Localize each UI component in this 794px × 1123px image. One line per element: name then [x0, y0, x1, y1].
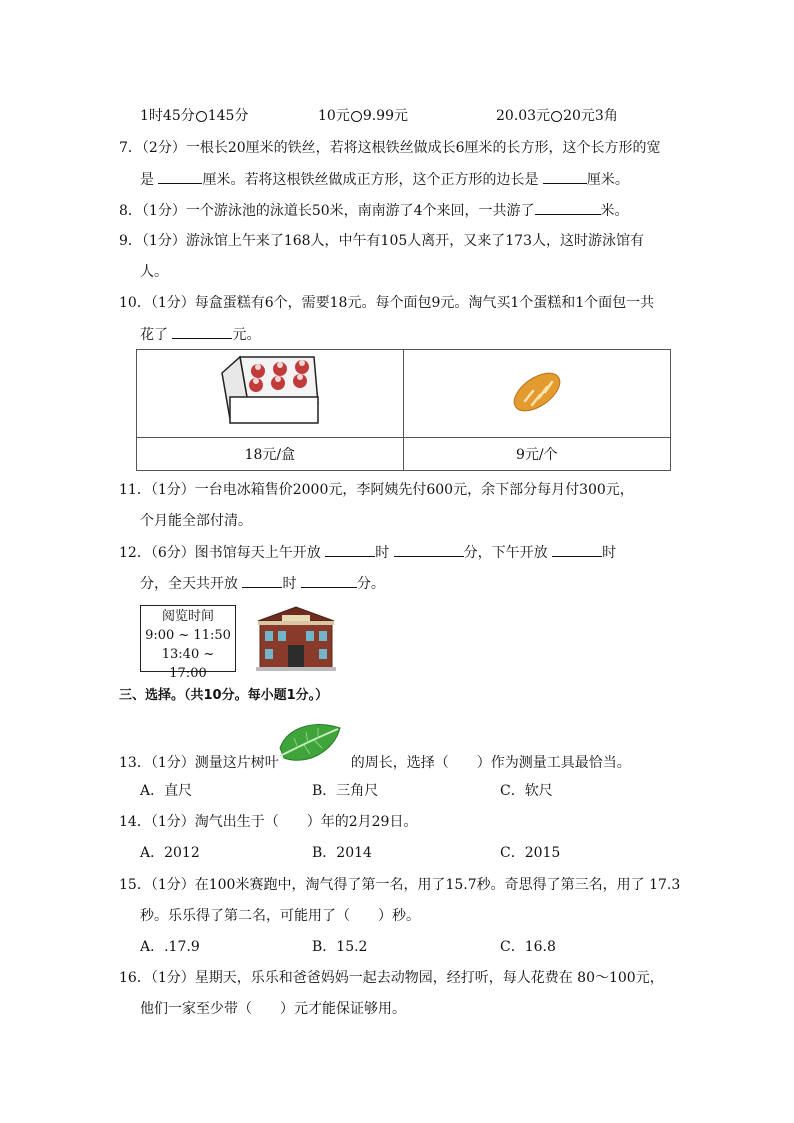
q12-blank-total-hour[interactable] [242, 573, 282, 588]
compare-item-2: 10元 9.99元 [318, 108, 408, 124]
bread-price: 9元/个 [403, 438, 670, 471]
reading-time-box [140, 605, 236, 681]
q13-option-c[interactable]: C．软尺 [500, 783, 553, 799]
q12-blank-open-minute[interactable] [394, 542, 464, 557]
q11-line1: 11．（1分）一台电冰箱售价2000元，李阿姨先付600元，余下部分每月付300元， [119, 482, 634, 498]
q12-blank-total-minute[interactable] [301, 573, 357, 588]
q16-line1: 16．（1分）星期天，乐乐和爸爸妈妈一起去动物园，经打听，每人花费在 80～100元， [119, 970, 664, 986]
q15-option-a[interactable]: A．.17.9 [140, 939, 200, 955]
q12-blank-pm-hour[interactable] [552, 542, 602, 557]
q15-line1: 15．（1分）在100米赛跑中，淘气得了第一名，用了15.7秒。奇思得了第三名，用了 17.3 [119, 877, 681, 893]
cake-price: 18元/盒 [137, 438, 404, 471]
q7-blank-width[interactable] [158, 169, 202, 184]
q16-line2: 他们一家至少带（ ）元才能保证够用。 [140, 1001, 406, 1017]
q14-line: 14．（1分）淘气出生于（ ）年的2月29日。 [119, 814, 418, 830]
q7-line1: 7．（2分）一根长20厘米的铁丝，若将这根铁丝做成长6厘米的长方形，这个长方形的宽 [119, 140, 661, 156]
q7-line2: 是 厘米。若将这根铁丝做成正方形，这个正方形的边长是 厘米。 [140, 169, 629, 190]
q12-blank-open-hour[interactable] [325, 542, 375, 557]
q10-line1: 10．（1分）每盒蛋糕有6个，需要18元。每个面包9元。淘气买1个蛋糕和1个面包一共 [119, 295, 655, 311]
q8-line: 8．（1分）一个游泳池的泳道长50米，南南游了4个来回，一共游了 米。 [119, 200, 629, 221]
q9-line1: 9．（1分）游泳馆上午来了168人，中午有105人离开，又来了173人，这时游泳馆有 [119, 233, 644, 249]
q7-blank-side[interactable] [543, 169, 587, 184]
q15-option-b[interactable]: B．15.2 [312, 939, 368, 955]
bread-icon [507, 365, 567, 419]
q8-blank[interactable] [535, 200, 601, 215]
cake-box-icon [218, 353, 322, 431]
q9-line2: 人。 [140, 264, 168, 280]
compare-item-3: 20.03元 20元3角 [496, 108, 618, 124]
compare-item-1: 1时45分 145分 [140, 108, 249, 124]
library-building-icon [256, 603, 336, 671]
q15-line2: 秒。乐乐得了第二名，可能用了（ ）秒。 [140, 908, 420, 924]
compare-circle[interactable] [551, 111, 562, 122]
q13-line: 13．（1分）测量这片树叶 的周长，选择（ ）作为测量工具最恰当。 [119, 755, 631, 771]
q12-line2: 分，全天共开放 时 分。 [140, 573, 385, 594]
leaf-icon [276, 718, 344, 770]
q14-option-c[interactable]: C．2015 [500, 845, 561, 861]
q13-option-b[interactable]: B．三角尺 [312, 783, 379, 799]
q15-option-c[interactable]: C．16.8 [500, 939, 556, 955]
compare-circle[interactable] [196, 111, 207, 122]
q10-blank[interactable] [172, 324, 232, 339]
bread-cell [403, 350, 670, 438]
reading-time-morning: 9:00 ~ 11:50 [145, 628, 231, 643]
q11-line2: 个月能全部付清。 [140, 513, 252, 529]
reading-time-title: 阅览时间 [161, 609, 214, 624]
compare-circle[interactable] [351, 111, 362, 122]
section-3-heading: 三、选择。（共10分。每小题1分。） [119, 688, 329, 703]
q14-option-a[interactable]: A．2012 [140, 845, 200, 861]
cake-cell [137, 350, 404, 438]
q12-line1: 12．（6分）图书馆每天上午开放 时 分，下午开放 时 [119, 542, 616, 563]
q13-option-a[interactable]: A．直尺 [140, 783, 193, 799]
goods-table [136, 349, 671, 471]
q10-line2: 花了 元。 [140, 324, 260, 345]
reading-time-afternoon: 13:40 ~ 17:00 [161, 647, 215, 681]
q14-option-b[interactable]: B．2014 [312, 845, 372, 861]
